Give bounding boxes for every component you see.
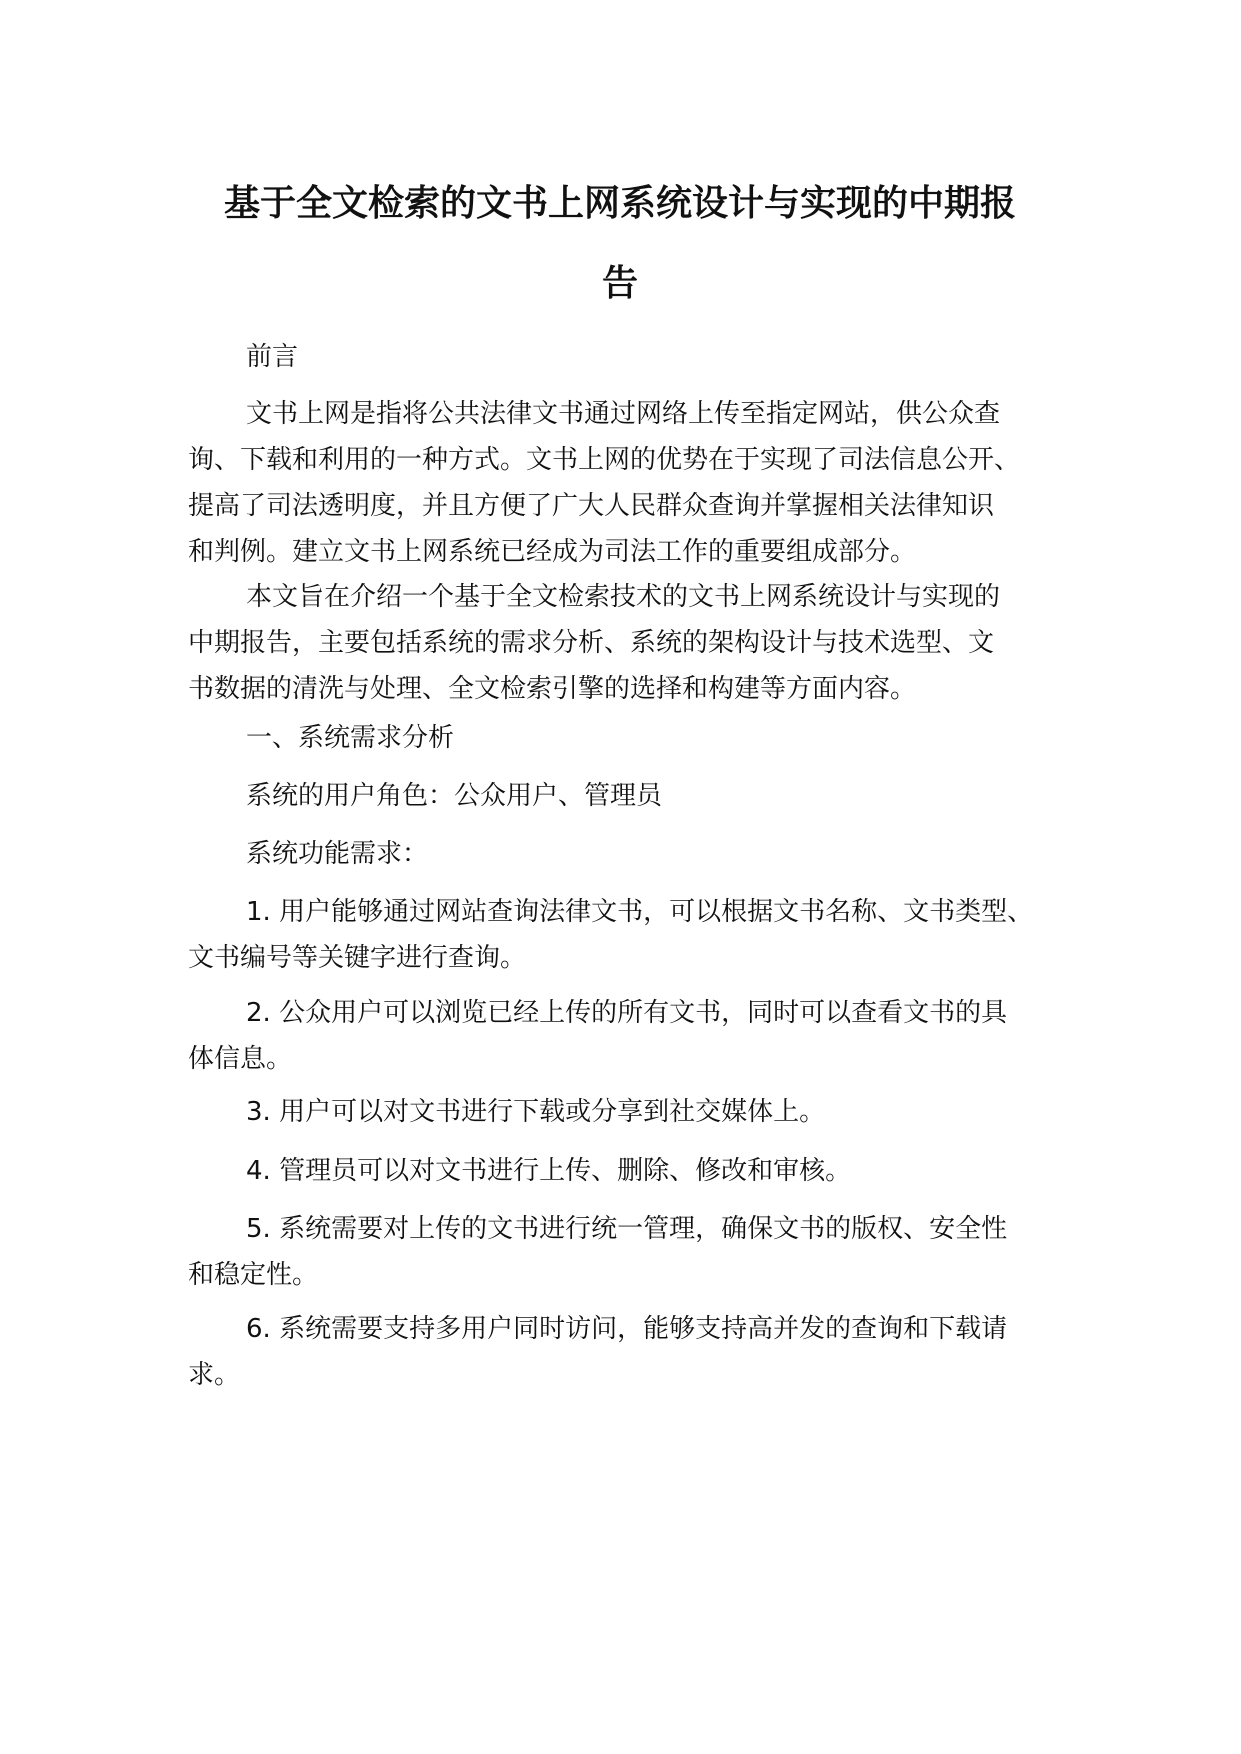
- section-heading-requirements: 一、系统需求分析: [246, 723, 455, 753]
- document-title-line-2: 告: [601, 263, 638, 304]
- list-item: 4. 管理员可以对文书进行上传、删除、修改和审核。: [246, 1156, 852, 1186]
- list-item: 2. 公众用户可以浏览已经上传的所有文书，同时可以查看文书的具 体信息。: [188, 998, 1008, 1074]
- list-item: 5. 系统需要对上传的文书进行统一管理，确保文书的版权、安全性 和稳定性。: [188, 1214, 1008, 1290]
- document-title-line-1: 基于全文检索的文书上网系统设计与实现的中期报: [223, 183, 1016, 224]
- paragraph-purpose: 本文旨在介绍一个基于全文检索技术的文书上网系统设计与实现的 中期报告，主要包括系统的需求分析、系统的架构设计与技术选型、文 书数据的清洗与处理、全文检索引擎的选择和构建等方面内容。: [188, 582, 1001, 704]
- preface-heading: 前言: [246, 342, 299, 372]
- paragraph-intro: 文书上网是指将公共法律文书通过网络上传至指定网站，供公众查 询、下载和利用的一种方式。文书上网的优势在于实现了司法信息公开、 提高了司法透明度，并且方便了广大人民群众查询并掌握相关法律知识 和判例。建立文书上网系统已经成为司法工作的重要组成部分。: [188, 399, 1021, 567]
- list-item: 3. 用户可以对文书进行下载或分享到社交媒体上。: [246, 1097, 826, 1127]
- list-item: 6. 系统需要支持多用户同时访问，能够支持高并发的查询和下载请 求。: [188, 1314, 1008, 1390]
- user-roles-line: 系统的用户角色：公众用户、管理员: [246, 781, 663, 811]
- functional-requirements-heading: 系统功能需求：: [246, 839, 429, 869]
- list-item: 1. 用户能够通过网站查询法律文书，可以根据文书名称、文书类型、 文书编号等关键字进行查询。: [188, 897, 1034, 973]
